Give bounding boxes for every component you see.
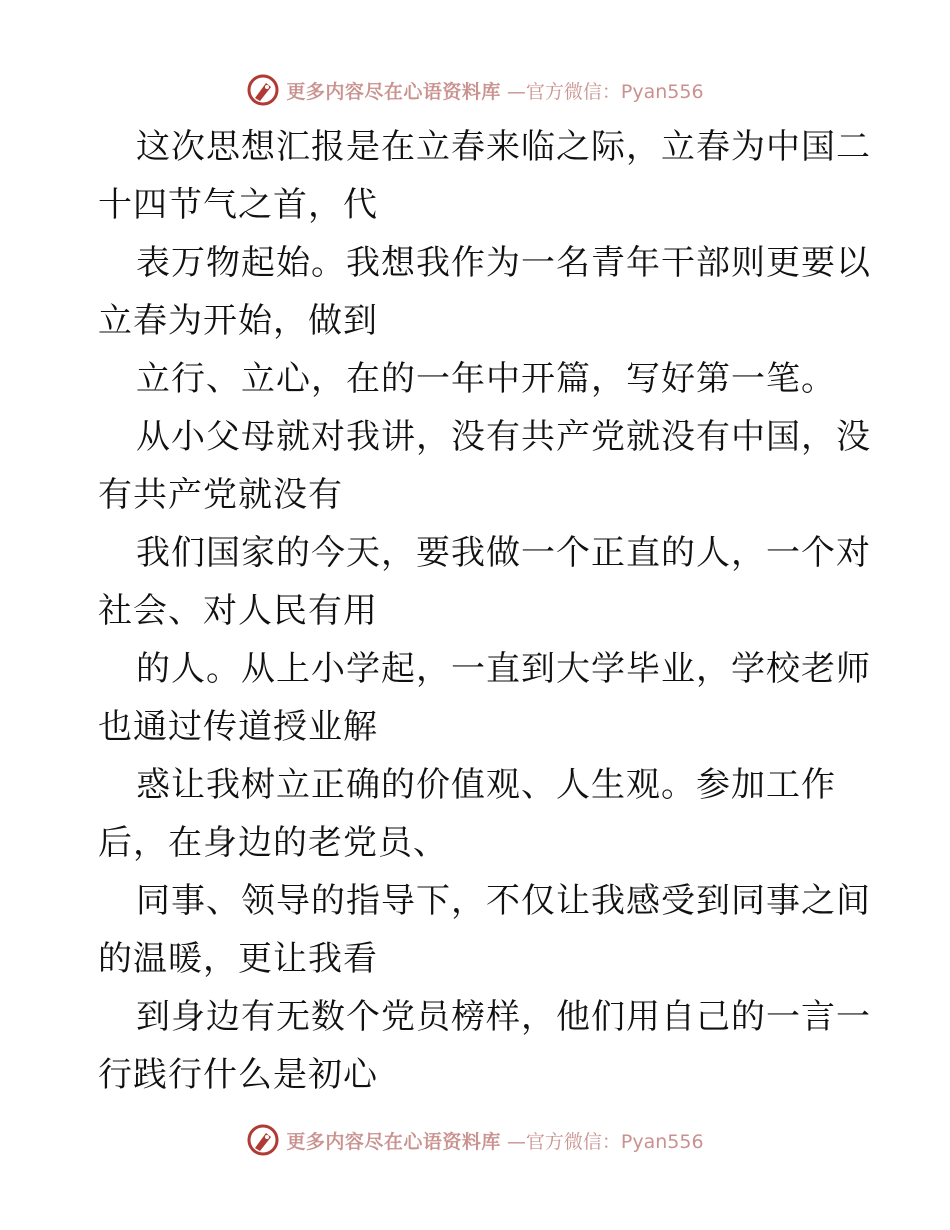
text-line: 也通过传道授业解 bbox=[98, 707, 378, 747]
text-line: 十四节气之首，代 bbox=[98, 185, 378, 225]
watermark-contact-text: —官方微信：Pyan556 bbox=[506, 1130, 704, 1153]
text-line: 社会、对人民有用 bbox=[98, 591, 378, 631]
text-line: 表万物起始。我想我作为一名青年干部则更要以 bbox=[136, 243, 871, 283]
watermark-main-text: 更多内容尽在心语资料库 bbox=[286, 1130, 501, 1153]
watermark-main-text: 更多内容尽在心语资料库 bbox=[286, 80, 501, 103]
text-line: 立春为开始，做到 bbox=[98, 301, 378, 341]
text-line: 惑让我树立正确的价值观、人生观。参加工作 bbox=[136, 765, 836, 805]
text-line: 到身边有无数个党员榜样，他们用自己的一言一 bbox=[136, 997, 871, 1037]
pen-nib-logo-icon bbox=[246, 1123, 280, 1157]
watermark-contact-text: —官方微信：Pyan556 bbox=[506, 80, 704, 103]
text-line: 有共产党就没有 bbox=[98, 475, 343, 515]
text-line: 从小父母就对我讲，没有共产党就没有中国，没 bbox=[136, 417, 871, 457]
text-line: 后，在身边的老党员、 bbox=[98, 823, 448, 863]
text-line: 的人。从上小学起，一直到大学毕业，学校老师 bbox=[136, 649, 871, 689]
footer-watermark bbox=[0, 1120, 950, 1160]
header-watermark bbox=[0, 70, 950, 110]
text-line: 的温暖，更让我看 bbox=[98, 939, 378, 979]
text-line: 我们国家的今天，要我做一个正直的人，一个对 bbox=[136, 533, 871, 573]
text-line: 行践行什么是初心 bbox=[98, 1055, 378, 1095]
text-line: 立行、立心，在的一年中开篇，写好第一笔。 bbox=[136, 359, 836, 399]
pen-nib-logo-icon bbox=[246, 73, 280, 107]
text-line: 这次思想汇报是在立春来临之际，立春为中国二 bbox=[136, 127, 871, 167]
text-line: 同事、领导的指导下，不仅让我感受到同事之间 bbox=[136, 881, 871, 921]
document-body bbox=[98, 118, 871, 1104]
